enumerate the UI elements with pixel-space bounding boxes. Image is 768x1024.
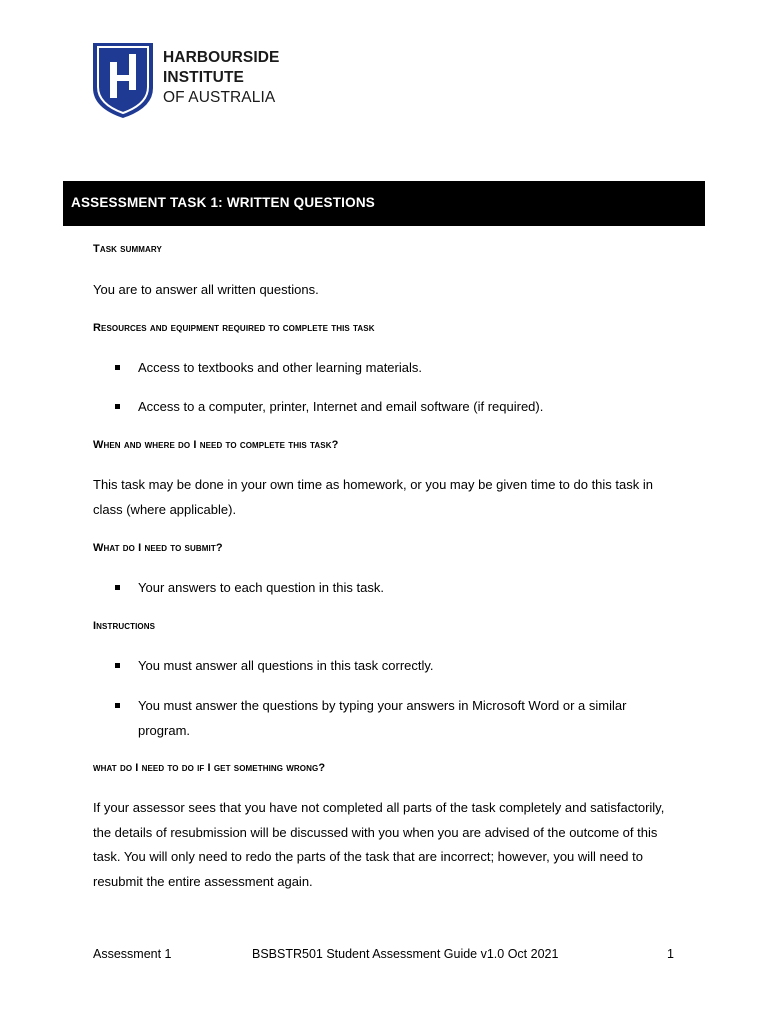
institute-name-line-3: OF AUSTRALIA (163, 89, 276, 106)
bullet-text: Your answers to each question in this task. (138, 580, 384, 595)
institute-name (163, 48, 280, 108)
bullet-icon (115, 663, 120, 668)
footer-assessment-label: Assessment 1 (93, 947, 172, 961)
assessment-title: ASSESSMENT TASK 1: WRITTEN QUESTIONS (71, 195, 375, 210)
list-item (138, 356, 678, 381)
when-where-text: This task may be done in your own time as homework, or you may be given time to do this task in class (where applicable). (93, 477, 653, 517)
heading-when-where: When and where do I need to complete this task? (93, 439, 339, 451)
heading-task-summary: Task summary (93, 243, 162, 255)
bullet-text: You must answer all questions in this task correctly. (138, 658, 434, 673)
heading-resources: Resources and equipment required to complete this task (93, 322, 375, 334)
list-item (138, 576, 678, 601)
institute-name-line-1: HARBOURSIDE (163, 49, 280, 66)
bullet-text: You must answer the questions by typing your answers in Microsoft Word or a similar program. (138, 698, 627, 738)
task-summary-text: You are to answer all written questions. (93, 282, 319, 297)
assessment-title-banner (63, 181, 705, 226)
bullet-icon (115, 404, 120, 409)
bullet-text: Access to textbooks and other learning materials. (138, 360, 422, 375)
heading-instructions: Instructions (93, 620, 156, 632)
something-wrong-text: If your assessor sees that you have not completed all parts of the task completely and satisfactorily, the details of resubmission will be discussed with you when you are advised of the outcome of this task. You will only need to redo the parts of the task that are incorrect; however, you will need to resubmit the entire assessment again. (93, 800, 665, 889)
institute-name-line-2: INSTITUTE (163, 69, 244, 86)
list-item (138, 654, 678, 679)
footer-page-number: 1 (667, 947, 674, 961)
footer-document-title: BSBSTR501 Student Assessment Guide v1.0 Oct 2021 (252, 947, 559, 961)
bullet-text: Access to a computer, printer, Internet and email software (if required). (138, 399, 544, 414)
bullet-icon (115, 365, 120, 370)
bullet-icon (115, 703, 120, 708)
heading-something-wrong: what do I need to do if I get something wrong? (93, 762, 326, 774)
bullet-icon (115, 585, 120, 590)
heading-what-to-submit: What do I need to submit? (93, 542, 223, 554)
list-item (138, 694, 648, 743)
list-item (138, 395, 678, 420)
